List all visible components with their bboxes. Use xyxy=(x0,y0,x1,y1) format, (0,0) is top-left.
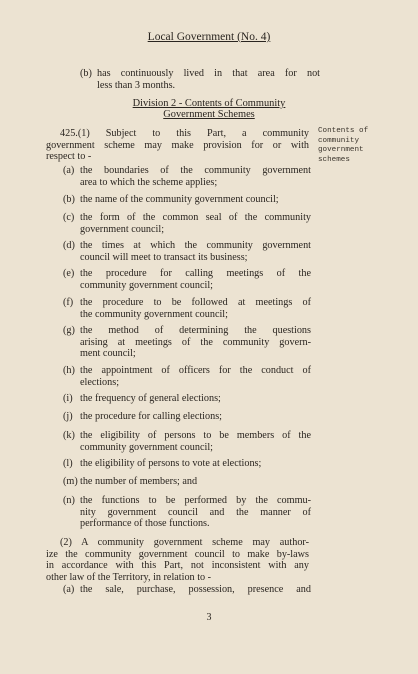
list-item-line: arising at meetings of the community govern- xyxy=(80,336,311,348)
section-425-2-line-1: (2) A community government scheme may author- xyxy=(60,537,309,548)
list-item-line: the sale, purchase, possession, presence and xyxy=(80,584,311,595)
list-item-label: (n) xyxy=(63,495,75,506)
list-item-line: the procedure for calling elections; xyxy=(80,411,222,422)
list-item-b xyxy=(63,194,311,206)
page-number: 3 xyxy=(206,612,212,623)
list-item-line: the form of the common seal of the community xyxy=(80,212,311,223)
list-item-line: the number of members; and xyxy=(80,476,198,487)
list-item-a-2 xyxy=(63,584,311,596)
section-425-2 xyxy=(46,537,309,583)
list-item-line: the eligibility of persons to be members of the xyxy=(80,430,311,441)
list-item-n xyxy=(63,495,311,530)
list-item-h xyxy=(63,365,311,388)
section-425-1-line-1: 425.(1) Subject to this Part, a community xyxy=(60,128,309,139)
list-item-l xyxy=(63,458,311,470)
page-header: Local Government (No. 4) xyxy=(147,31,271,43)
list-item-line: the functions to be performed by the commu- xyxy=(80,495,311,506)
list-item-line: government council; xyxy=(80,223,165,235)
list-item-label: (a) xyxy=(63,165,75,176)
list-item-c xyxy=(63,212,311,235)
list-item-line: the community government council; xyxy=(80,308,228,320)
section-425-2-line-3: in accordance with this Part, not inconsistent with any xyxy=(46,560,309,572)
list-item-line: the method of determining the questions xyxy=(80,325,311,336)
list-item-line: the boundaries of the community government xyxy=(80,165,311,176)
list-item-line: area to which the scheme applies; xyxy=(80,176,218,188)
list-item-k xyxy=(63,430,311,453)
section-425-1-line-2: government scheme may make provision for or with xyxy=(46,139,309,151)
section-425-1-line-3: respect to - xyxy=(46,151,92,163)
list-item-label: (j) xyxy=(63,411,73,422)
list-item-line: nity government council and the manner of xyxy=(80,506,311,518)
list-item-line: elections; xyxy=(80,376,120,388)
list-item-j xyxy=(63,411,311,423)
list-item-label: (k) xyxy=(63,430,75,441)
list-item-label: (l) xyxy=(63,458,73,469)
list-item-g xyxy=(63,325,311,360)
paragraph-b xyxy=(80,68,320,91)
list-item-label: (e) xyxy=(63,268,75,279)
list-item-line: the procedure to be followed at meetings of xyxy=(80,297,311,308)
section-425-2-line-4: other law of the Territory, in relation to - xyxy=(46,571,212,583)
list-item-label: (d) xyxy=(63,240,75,251)
list-item-m xyxy=(63,476,311,488)
list-item-line: the name of the community government council; xyxy=(80,194,279,205)
margin-note-line-1: Contents of xyxy=(318,127,369,135)
list-item-label: (b) xyxy=(63,194,75,205)
list-item-line: the times at which the community government xyxy=(80,240,311,251)
list-item-line: the frequency of general elections; xyxy=(80,393,221,404)
list-item-label: (g) xyxy=(63,325,75,336)
paragraph-b-line-1: has continuously lived in that area for not xyxy=(97,68,320,79)
list-item-line: performance of those functions. xyxy=(80,518,210,530)
list-item-label: (i) xyxy=(63,393,73,404)
paragraph-b-line-2: less than 3 months. xyxy=(97,79,176,91)
list-item-line: ment council; xyxy=(80,348,136,360)
division-heading-line-1: Division 2 - Contents of Community xyxy=(132,98,286,109)
list-item-i xyxy=(63,393,311,405)
section-425-1 xyxy=(46,128,309,163)
list-item-d xyxy=(63,240,311,263)
margin-note-line-2: community xyxy=(318,136,360,145)
list-item-e xyxy=(63,268,311,291)
list-item-label: (a) xyxy=(63,584,75,595)
margin-note-line-3: government xyxy=(318,146,364,155)
division-heading-line-2: Government Schemes xyxy=(163,109,255,120)
list-item-line: the eligibility of persons to vote at elections; xyxy=(80,458,262,469)
list-item-label: (f) xyxy=(63,297,74,308)
section-425-2-line-2: ize the community government council to make by-laws xyxy=(46,548,309,560)
list-item-label: (h) xyxy=(63,365,75,376)
list-item-line: the appointment of officers for the conduct of xyxy=(80,365,311,376)
list-item-line: community government council; xyxy=(80,441,213,453)
list-item-label: (m) xyxy=(63,476,78,487)
list-item-a xyxy=(63,165,311,188)
list-item-line: council will meet to transact its business; xyxy=(80,251,248,263)
paragraph-b-label: (b) xyxy=(80,68,92,79)
list-item-label: (c) xyxy=(63,212,75,223)
list-item-line: community government council; xyxy=(80,279,213,291)
margin-note xyxy=(318,127,398,165)
list-item-f xyxy=(63,297,311,320)
list-item-line: the procedure for calling meetings of the xyxy=(80,268,311,279)
margin-note-line-4: schemes xyxy=(318,155,350,164)
